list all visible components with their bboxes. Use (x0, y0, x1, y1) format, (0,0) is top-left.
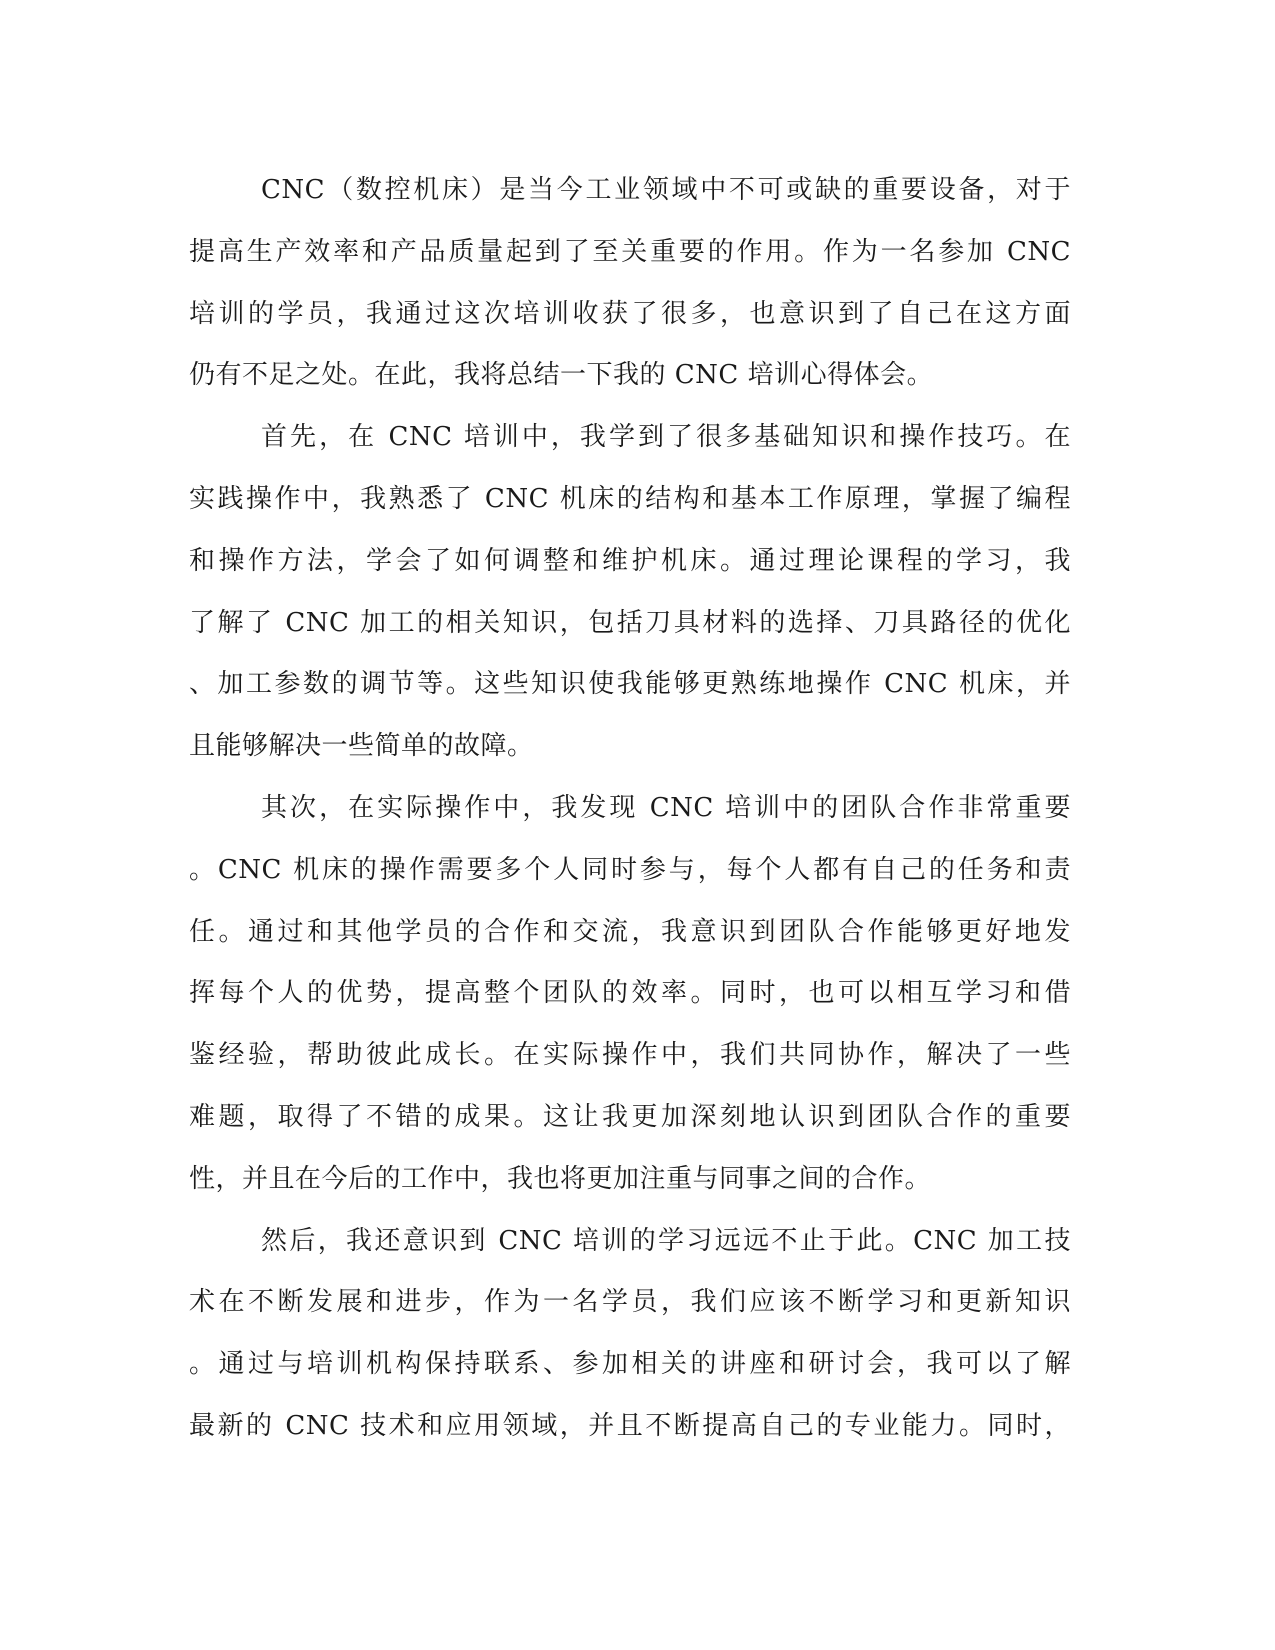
paragraph-line: 了解了 CNC 加工的相关知识，包括刀具材料的选择、刀具路径的优化 (189, 607, 1071, 638)
paragraph-line: 最新的 CNC 技术和应用领域，并且不断提高自己的专业能力。同时， (189, 1410, 1071, 1441)
paragraph-intro (189, 160, 1071, 407)
paragraph-line: 性，并且在今后的工作中，我也将更加注重与同事之间的合作。 (189, 1163, 932, 1194)
paragraph-line: 。CNC 机床的操作需要多个人同时参与，每个人都有自己的任务和责 (189, 854, 1071, 885)
paragraph-continued-learning (189, 1211, 1071, 1458)
paragraph-line: 实践操作中，我熟悉了 CNC 机床的结构和基本工作原理，掌握了编程 (189, 483, 1071, 514)
paragraph-line: 任。通过和其他学员的合作和交流，我意识到团队合作能够更好地发 (189, 916, 1071, 947)
paragraph-line: 然后，我还意识到 CNC 培训的学习远远不止于此。CNC 加工技 (261, 1225, 1071, 1256)
paragraph-line: CNC（数控机床）是当今工业领域中不可或缺的重要设备，对于 (261, 175, 1071, 205)
paragraph-first-point (189, 407, 1071, 778)
paragraph-line: 难题，取得了不错的成果。这让我更加深刻地认识到团队合作的重要 (189, 1101, 1071, 1132)
paragraph-line: 培训的学员，我通过这次培训收获了很多，也意识到了自己在这方面 (189, 298, 1071, 329)
paragraph-line: 仍有不足之处。在此，我将总结一下我的 CNC 培训心得体会。 (189, 360, 934, 391)
paragraph-teamwork (189, 778, 1071, 1211)
paragraph-line: 。通过与培训机构保持联系、参加相关的讲座和研讨会，我可以了解 (189, 1349, 1071, 1380)
paragraph-line: 首先，在 CNC 培训中，我学到了很多基础知识和操作技巧。在 (261, 422, 1071, 453)
paragraph-line: 提高生产效率和产品质量起到了至关重要的作用。作为一名参加 CNC (189, 236, 1071, 267)
paragraph-line: 和操作方法，学会了如何调整和维护机床。通过理论课程的学习，我 (189, 545, 1071, 576)
paragraph-line: 其次，在实际操作中，我发现 CNC 培训中的团队合作非常重要 (261, 792, 1071, 823)
paragraph-line: 、加工参数的调节等。这些知识使我能够更熟练地操作 CNC 机床，并 (189, 669, 1071, 700)
document-body (189, 160, 1071, 1458)
paragraph-line: 术在不断发展和进步，作为一名学员，我们应该不断学习和更新知识 (189, 1287, 1071, 1318)
paragraph-line: 鉴经验，帮助彼此成长。在实际操作中，我们共同协作，解决了一些 (189, 1040, 1071, 1071)
paragraph-line: 且能够解决一些简单的故障。 (189, 731, 534, 762)
paragraph-line: 挥每个人的优势，提高整个团队的效率。同时，也可以相互学习和借 (189, 978, 1071, 1009)
